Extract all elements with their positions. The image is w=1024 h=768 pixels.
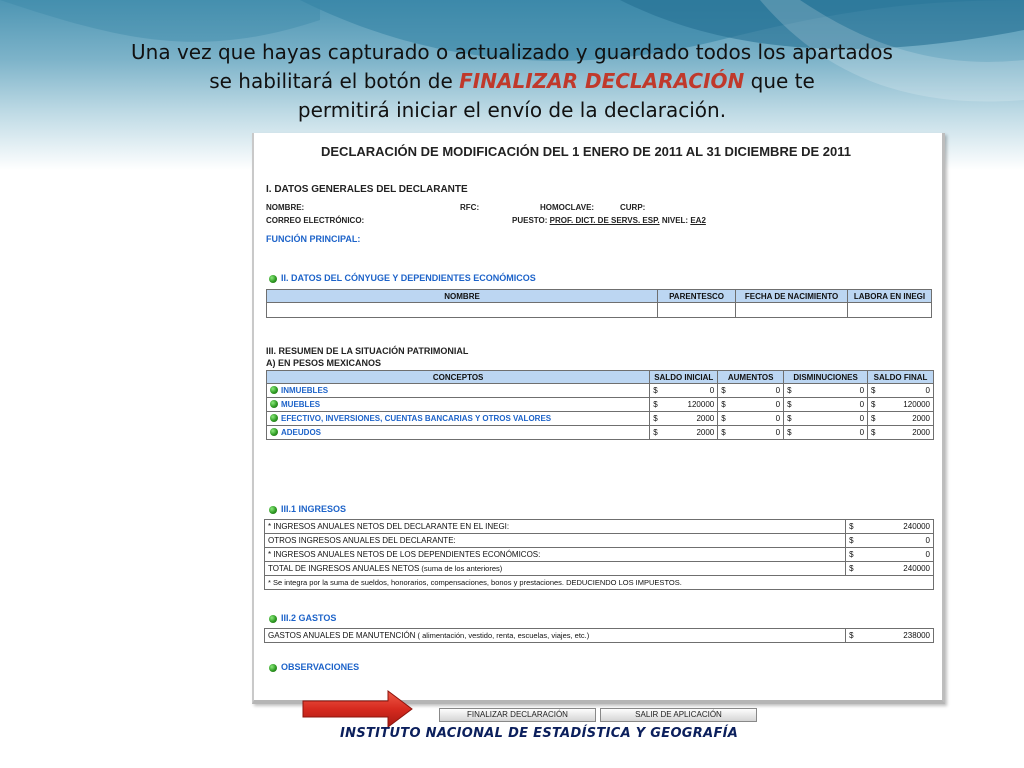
gastos-value: 238000 <box>903 631 930 640</box>
saldo-final-cell <box>868 384 934 398</box>
green-bullet-icon <box>269 664 277 672</box>
correo-label: CORREO ELECTRÓNICO: <box>266 216 365 225</box>
ingreso-label-text: * INGRESOS ANUALES NETOS DEL DECLARANTE EN EL INEGI: <box>268 522 510 531</box>
green-bullet-icon <box>270 428 278 436</box>
currency-symbol: $ <box>653 400 658 409</box>
saldo-final-value: 2000 <box>912 428 930 437</box>
ingreso-value-cell <box>846 534 934 548</box>
currency-symbol: $ <box>653 414 658 423</box>
headline-line-2 <box>40 67 984 96</box>
currency-symbol: $ <box>721 400 726 409</box>
aumentos-cell <box>718 384 784 398</box>
currency-symbol: $ <box>721 428 726 437</box>
currency-symbol: $ <box>653 428 658 437</box>
ingresos-table <box>264 519 934 590</box>
ingreso-value-cell <box>846 520 934 534</box>
disminuciones-cell <box>784 384 868 398</box>
gastos-title[interactable]: III.2 GASTOS <box>281 613 337 623</box>
currency-symbol: $ <box>787 428 792 437</box>
red-arrow-icon <box>302 689 414 729</box>
col-nombre: NOMBRE <box>267 290 658 303</box>
col-labora-inegi: LABORA EN INEGI <box>848 290 932 303</box>
puesto-label: PUESTO: <box>512 216 548 225</box>
saldo-final-cell <box>868 412 934 426</box>
saldo-inicial-cell <box>650 412 718 426</box>
dependientes-table <box>266 289 932 318</box>
headline-line-3: permitirá iniciar el envío de la declaración. <box>297 98 727 122</box>
table-row <box>265 520 934 534</box>
puesto-value: PROF. DICT. DE SERVS. ESP. <box>549 216 660 225</box>
table-row <box>267 384 934 398</box>
ingreso-value: 0 <box>925 550 930 559</box>
puesto-field <box>512 216 706 225</box>
ingreso-label-text: * INGRESOS ANUALES NETOS DE LOS DEPENDIENTES ECONÓMICOS: <box>268 550 541 559</box>
table-row <box>267 412 934 426</box>
currency-symbol: $ <box>849 522 854 531</box>
aumentos-value: 0 <box>775 386 781 395</box>
gastos-label-main: GASTOS ANUALES DE MANUTENCIÓN <box>268 631 416 640</box>
patrimonio-table <box>266 370 934 440</box>
aumentos-cell <box>718 398 784 412</box>
aumentos-cell <box>718 412 784 426</box>
green-bullet-icon <box>269 615 277 623</box>
nivel-label: NIVEL: <box>661 216 689 225</box>
disminuciones-value: 0 <box>859 386 865 395</box>
gastos-label <box>265 629 846 643</box>
headline-line-2-end: que te <box>744 69 815 93</box>
col-aumentos: AUMENTOS <box>718 371 784 384</box>
nivel-value: EA2 <box>690 216 706 225</box>
green-bullet-icon <box>269 506 277 514</box>
col-saldo-inicial: SALDO INICIAL <box>650 371 718 384</box>
ingreso-value: 240000 <box>903 564 930 573</box>
homoclave-label: HOMOCLAVE: <box>540 203 595 212</box>
ingreso-label-suffix: (suma de los anteriores) <box>419 564 503 573</box>
currency-symbol: $ <box>849 564 854 573</box>
aumentos-value: 0 <box>775 400 781 409</box>
green-bullet-icon <box>270 386 278 394</box>
form-screenshot <box>252 133 945 704</box>
ingreso-label <box>265 520 846 534</box>
section-2-title[interactable]: II. DATOS DEL CÓNYUGE Y DEPENDIENTES ECONÓMICOS <box>281 273 536 283</box>
ingreso-value: 0 <box>925 536 930 545</box>
table-row <box>267 303 932 318</box>
section-3-subtitle: A) EN PESOS MEXICANOS <box>266 358 382 368</box>
col-parentesco: PARENTESCO <box>658 290 736 303</box>
gastos-label-suffix: ( alimentación, vestido, renta, escuelas, viajes, etc.) <box>415 631 590 640</box>
currency-symbol: $ <box>849 536 854 545</box>
ingreso-label <box>265 534 846 548</box>
gastos-table <box>264 628 934 643</box>
gastos-value-cell <box>846 629 934 643</box>
table-row <box>267 426 934 440</box>
saldo-inicial-value: 2000 <box>696 428 715 437</box>
saldo-final-cell <box>868 398 934 412</box>
currency-symbol: $ <box>787 414 792 423</box>
saldo-final-cell <box>868 426 934 440</box>
saldo-inicial-value: 120000 <box>687 400 715 409</box>
saldo-inicial-cell <box>650 384 718 398</box>
currency-symbol: $ <box>787 386 792 395</box>
concept-cell <box>267 412 650 426</box>
ingreso-label <box>265 562 846 576</box>
currency-symbol: $ <box>871 414 876 423</box>
currency-symbol: $ <box>871 386 876 395</box>
green-bullet-icon <box>269 275 277 283</box>
aumentos-cell <box>718 426 784 440</box>
currency-symbol: $ <box>787 400 792 409</box>
ingreso-label-text: TOTAL DE INGRESOS ANUALES NETOS <box>268 564 420 573</box>
ingreso-label <box>265 548 846 562</box>
disminuciones-value: 0 <box>859 428 865 437</box>
green-bullet-icon <box>270 400 278 408</box>
table-row <box>265 534 934 548</box>
green-bullet-icon <box>270 414 278 422</box>
concept-link[interactable]: MUEBLES <box>281 400 321 409</box>
col-disminuciones: DISMINUCIONES <box>784 371 868 384</box>
headline-line-1: Una vez que hayas capturado o actualizado y guardado todos los apartados <box>131 40 893 64</box>
concept-cell <box>267 398 650 412</box>
currency-symbol: $ <box>871 400 876 409</box>
col-conceptos: CONCEPTOS <box>267 371 650 384</box>
table-row <box>265 548 934 562</box>
saldo-inicial-value: 0 <box>709 386 715 395</box>
headline-highlight: FINALIZAR DECLARACIÓN <box>459 69 745 93</box>
observaciones-title[interactable]: OBSERVACIONES <box>281 662 360 672</box>
saldo-inicial-value: 2000 <box>696 414 715 423</box>
col-fecha-nacimiento: FECHA DE NACIMIENTO <box>736 290 848 303</box>
currency-symbol: $ <box>871 428 876 437</box>
aumentos-value: 0 <box>775 428 781 437</box>
concept-link[interactable]: ADEUDOS <box>281 428 322 437</box>
ingreso-label-text: OTROS INGRESOS ANUALES DEL DECLARANTE: <box>268 536 456 545</box>
finalizar-declaracion-button[interactable]: FINALIZAR DECLARACIÓN <box>439 708 596 722</box>
currency-symbol: $ <box>653 386 658 395</box>
currency-symbol: $ <box>721 386 726 395</box>
col-saldo-final: SALDO FINAL <box>868 371 934 384</box>
concept-link[interactable]: INMUEBLES <box>281 386 329 395</box>
saldo-inicial-cell <box>650 398 718 412</box>
currency-symbol: $ <box>721 414 726 423</box>
slide-headline <box>40 38 984 125</box>
nombre-label: NOMBRE: <box>266 203 305 212</box>
disminuciones-value: 0 <box>859 414 865 423</box>
concept-cell <box>267 426 650 440</box>
ingresos-title[interactable]: III.1 INGRESOS <box>281 504 347 514</box>
disminuciones-cell <box>784 398 868 412</box>
institution-footer: INSTITUTO NACIONAL DE ESTADÍSTICA Y GEOGRAFÍA <box>340 726 739 741</box>
saldo-final-value: 0 <box>925 386 930 395</box>
rfc-label: RFC: <box>460 203 480 212</box>
salir-aplicacion-button[interactable]: SALIR DE APLICACIÓN <box>600 708 757 722</box>
ingreso-value-cell <box>846 562 934 576</box>
saldo-inicial-cell <box>650 426 718 440</box>
aumentos-value: 0 <box>775 414 781 423</box>
currency-symbol: $ <box>849 550 854 559</box>
section-3-title: III. RESUMEN DE LA SITUACIÓN PATRIMONIAL <box>266 346 469 356</box>
funcion-principal-label: FUNCIÓN PRINCIPAL: <box>266 234 361 244</box>
concept-cell <box>267 384 650 398</box>
curp-label: CURP: <box>620 203 646 212</box>
headline-line-2-start: se habilitará el botón de <box>209 69 460 93</box>
saldo-final-value: 120000 <box>903 400 930 409</box>
disminuciones-cell <box>784 426 868 440</box>
table-row <box>267 398 934 412</box>
disminuciones-value: 0 <box>859 400 865 409</box>
saldo-final-value: 2000 <box>912 414 930 423</box>
table-row <box>265 562 934 576</box>
concept-link[interactable]: EFECTIVO, INVERSIONES, CUENTAS BANCARIAS Y OTROS VALORES <box>281 414 552 423</box>
section-1-title: I. DATOS GENERALES DEL DECLARANTE <box>266 184 468 195</box>
disminuciones-cell <box>784 412 868 426</box>
ingresos-note: * Se integra por la suma de sueldos, honorarios, compensaciones, bonos y prestaciones. DEDUCIENDO LOS IMPUESTOS. <box>265 576 934 590</box>
form-title: DECLARACIÓN DE MODIFICACIÓN DEL 1 ENERO DE 2011 AL 31 DICIEMBRE DE 2011 <box>321 144 851 159</box>
ingreso-value-cell <box>846 548 934 562</box>
currency-symbol: $ <box>849 631 854 640</box>
ingreso-value: 240000 <box>903 522 930 531</box>
